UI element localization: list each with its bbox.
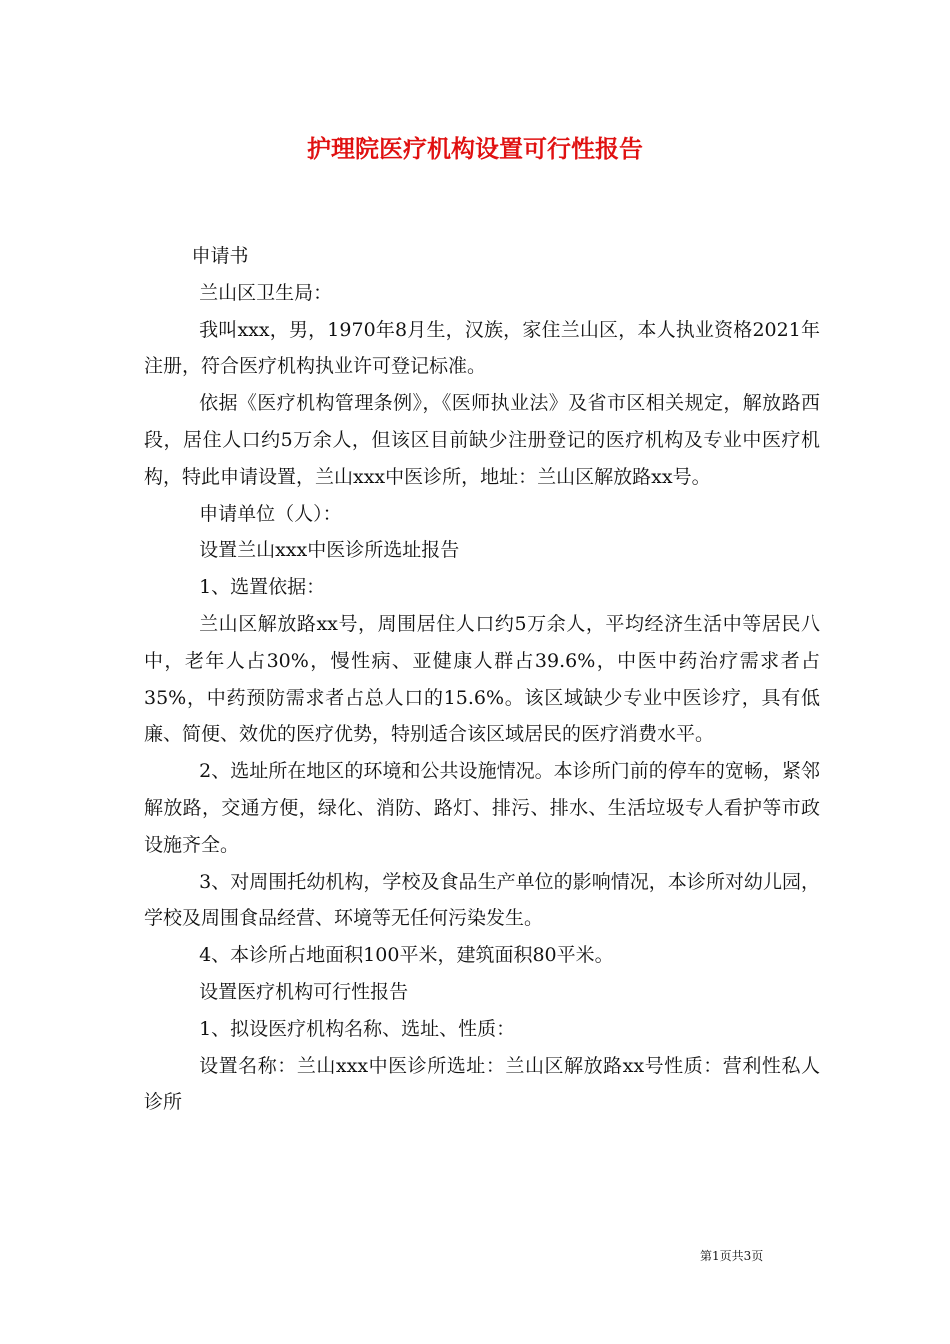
paragraph-name-details: 设置名称：兰山xxx中医诊所选址：兰山区解放路xx号性质：营利性私人诊所 [144,1054,820,1114]
paragraph-name-heading: 1、拟设医疗机构名称、选址、性质： [199,1017,516,1040]
page-number: 第1页共3页 [700,1249,764,1263]
paragraph-applicant: 申请单位（人）： [199,502,342,525]
paragraph-environment: 2、选址所在地区的环境和公共设施情况。本诊所门前的停车的宽畅，紧邻解放路，交通方便，绿化、消防、路灯、排污、排水、生活垃圾专人看护等市政设施齐全。 [144,760,820,856]
paragraph-self-introduction: 我叫xxx，男，1970年8月生，汉族，家住兰山区，本人执业资格2021年注册，符合医疗机构执业许可登记标准。 [144,318,820,378]
paragraph-site-basis-heading: 1、选置依据： [199,576,326,599]
paragraph-area: 4、本诊所占地面积100平米，建筑面积80平米。 [199,944,614,967]
paragraph-heading-application: 申请书 [191,245,249,267]
document-title: 护理院医疗机构设置可行性报告 [307,134,643,163]
paragraph-impact: 3、对周围托幼机构，学校及食品生产单位的影响情况，本诊所对幼儿园，学校及周围食品经营、环境等无任何污染发生。 [144,870,820,930]
paragraph-site-basis: 兰山区解放路xx号，周围居住人口约5万余人，平均经济生活中等居民八中，老年人占30%，慢性病、亚健康人群占39.6%，中医中药治疗需求者占35%，中药预防需求者占总人口的15.6%。该区域缺少专业中医诊疗，具有低廉、简便、效优的医疗优势，特别适合该区域居民的医疗消费水平。 [144,612,820,746]
paragraph-recipient: 兰山区卫生局： [199,281,333,304]
paragraph-site-report-heading: 设置兰山xxx中医诊所选址报告 [199,539,460,562]
document-body [144,238,820,1121]
paragraph-feasibility-heading: 设置医疗机构可行性报告 [199,980,409,1003]
paragraph-basis: 依据《医疗机构管理条例》，《医师执业法》及省市区相关规定，解放路西段，居住人口约5万余人，但该区目前缺少注册登记的医疗机构及专业中医疗机构，特此申请设置，兰山xxx中医诊所，地址：兰山区解放路xx号。 [144,392,820,488]
